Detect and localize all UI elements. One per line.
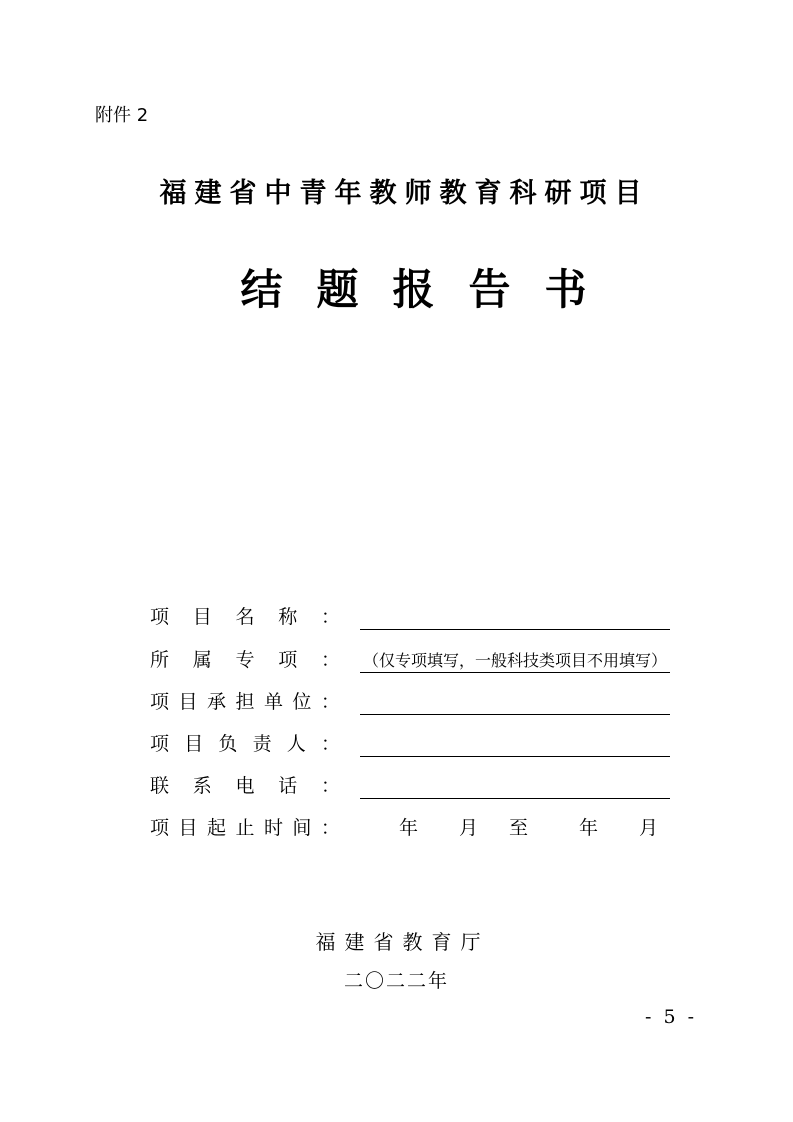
form-row-special-program — [150, 639, 680, 681]
fill-in-line-project-name[interactable] — [360, 629, 670, 630]
label-char: 责 — [252, 733, 272, 755]
field-label-undertaking-unit — [150, 689, 340, 715]
label-char: 项 — [150, 606, 170, 628]
label-char: 专 — [235, 649, 255, 671]
form-row-project-period — [150, 807, 680, 849]
document-title-line1: 福建省中青年教师教育科研项目 — [159, 178, 650, 209]
label-char: 单 — [263, 691, 283, 713]
start-year-unit: 年 — [399, 817, 419, 839]
label-char: 位 — [292, 691, 312, 713]
attachment-label: 附件 2 — [95, 105, 149, 126]
period-separator: 至 — [509, 817, 529, 839]
label-char: 所 — [150, 649, 170, 671]
label-char: 话 — [278, 775, 298, 797]
field-label-special-program — [150, 647, 340, 673]
field-label-project-period — [150, 815, 340, 841]
label-char: 止 — [235, 817, 255, 839]
form-row-contact-phone — [150, 765, 680, 807]
label-char: 联 — [150, 775, 170, 797]
label-char: 担 — [235, 691, 255, 713]
field-note-special-program: （仅专项填写，一般科技类项目不用填写） — [363, 651, 668, 670]
form-row-project-name — [150, 596, 680, 638]
label-char: 称 — [278, 606, 298, 628]
label-char: ： — [320, 775, 340, 797]
end-year-unit: 年 — [579, 817, 599, 839]
label-char: 项 — [150, 817, 170, 839]
page-number: - 5 - — [645, 1006, 698, 1028]
label-char: 项 — [150, 691, 170, 713]
fill-in-line-undertaking-unit[interactable] — [360, 714, 670, 715]
start-month-unit: 月 — [459, 817, 479, 839]
label-char: 间 — [292, 817, 312, 839]
label-char: ： — [320, 649, 340, 671]
label-char: 负 — [218, 733, 238, 755]
label-char: 项 — [150, 733, 170, 755]
label-char: 承 — [206, 691, 226, 713]
label-char: 系 — [192, 775, 212, 797]
field-label-contact-phone — [150, 773, 340, 799]
end-month-unit: 月 — [639, 817, 659, 839]
label-char: 电 — [235, 775, 255, 797]
label-char: 目 — [192, 606, 212, 628]
label-char: 项 — [278, 649, 298, 671]
label-char: 人 — [286, 733, 306, 755]
fill-in-line-contact-phone[interactable] — [360, 798, 670, 799]
document-title-line2: 结题报告书 — [240, 265, 621, 314]
fill-in-line-special-program[interactable] — [360, 672, 670, 673]
label-char: 目 — [178, 817, 198, 839]
label-char: 起 — [206, 817, 226, 839]
label-char: ： — [320, 733, 340, 755]
issue-year: 二〇二二年 — [343, 970, 449, 992]
label-char: ： — [320, 817, 340, 839]
form-row-undertaking-unit — [150, 681, 680, 723]
field-label-project-leader — [150, 731, 340, 757]
label-char: ： — [320, 606, 340, 628]
field-label-project-name — [150, 604, 340, 630]
label-char: 时 — [263, 817, 283, 839]
label-char: ： — [320, 691, 340, 713]
label-char: 目 — [184, 733, 204, 755]
issuer-name: 福建省教育厅 — [315, 930, 490, 954]
label-char: 目 — [178, 691, 198, 713]
label-char: 名 — [235, 606, 255, 628]
form-row-project-leader — [150, 723, 680, 765]
label-char: 属 — [192, 649, 212, 671]
fill-in-line-project-leader[interactable] — [360, 756, 670, 757]
